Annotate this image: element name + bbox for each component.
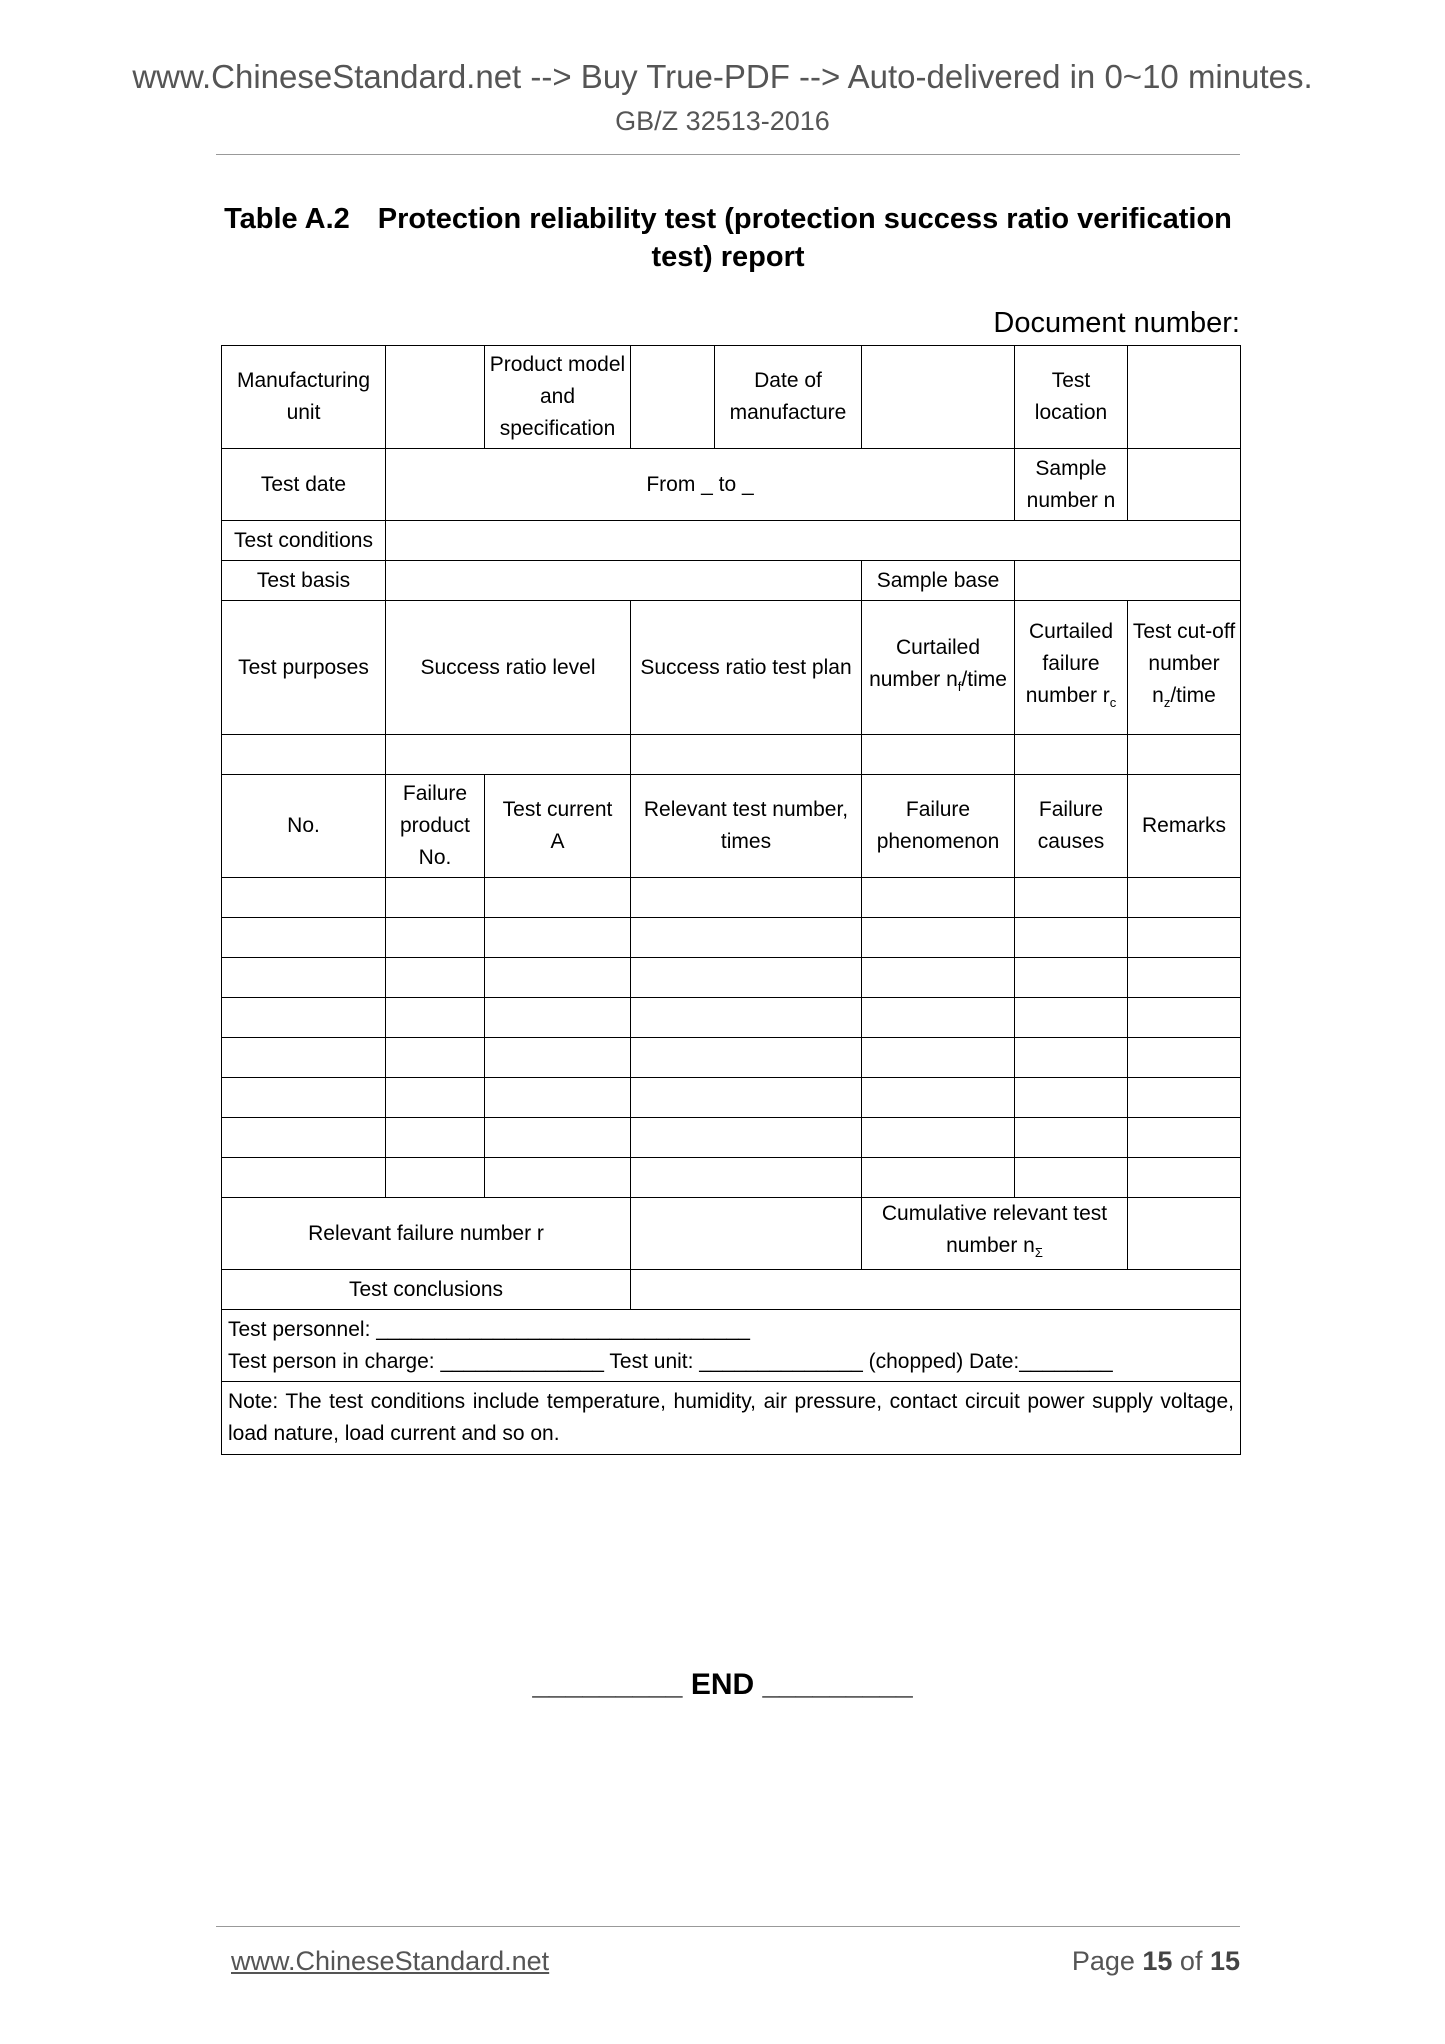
report-table (221, 345, 1241, 1455)
table-row (222, 1382, 1241, 1455)
end-marker: _________ END _________ (532, 1668, 913, 1701)
cumulative-test-number-cell (1128, 1198, 1241, 1270)
remarks-header: Remarks (1128, 775, 1241, 878)
test-date-label: Test date (222, 449, 386, 521)
table-title-text: Protection reliability test (protection success ratio verification test) report (377, 203, 1232, 273)
table-row (222, 1038, 1241, 1078)
table-row (222, 878, 1241, 918)
table-row (222, 775, 1241, 878)
product-model-cell (631, 346, 715, 449)
table-row (222, 958, 1241, 998)
test-conclusions-cell (631, 1270, 1241, 1310)
footer-divider (216, 1926, 1240, 1927)
table-title-label: Table A.2 (224, 203, 350, 235)
table-row (222, 1078, 1241, 1118)
test-purposes-label: Test purposes (222, 601, 386, 735)
relevant-failure-number-cell (631, 1198, 862, 1270)
top-banner: www.ChineseStandard.net --> Buy True-PDF --> Auto-delivered in 0~10 minutes. (132, 58, 1313, 95)
test-basis-cell (386, 561, 862, 601)
test-basis-label: Test basis (222, 561, 386, 601)
test-current-header: Test current A (485, 775, 631, 878)
sample-number-label: Sample number n (1015, 449, 1128, 521)
relevant-failure-number-label: Relevant failure number r (222, 1198, 631, 1270)
failure-phenomenon-header: Failure phenomenon (862, 775, 1015, 878)
table-row (222, 1118, 1241, 1158)
table-row (222, 521, 1241, 561)
test-conditions-label: Test conditions (222, 521, 386, 561)
page-indicator: Page 15 of 15 (1071, 1946, 1240, 1976)
table-row (222, 601, 1241, 735)
test-conclusions-label: Test conclusions (222, 1270, 631, 1310)
standard-number: GB/Z 32513-2016 (615, 106, 830, 136)
person-in-charge-line: Test person in charge: ______________ Test unit: ______________ (chopped) Date:________ (228, 1349, 1113, 1373)
table-row (222, 1270, 1241, 1310)
table-row (222, 918, 1241, 958)
table-row (222, 346, 1241, 449)
table-title (216, 200, 1240, 276)
table-row (222, 449, 1241, 521)
sample-base-label: Sample base (862, 561, 1015, 601)
sample-base-cell (1015, 561, 1241, 601)
sample-number-cell (1128, 449, 1241, 521)
relevant-test-number-header: Relevant test number, times (631, 775, 862, 878)
table-row (222, 998, 1241, 1038)
table-row (222, 1198, 1241, 1270)
header-divider (216, 154, 1240, 155)
cumulative-test-number-label: Cumulative relevant test number $n_\Sigma$ (862, 1198, 1128, 1270)
table-note: Note: The test conditions include temperature, humidity, air pressure, contact circuit power supply voltage, load nature, load current and so on. (222, 1382, 1241, 1455)
no-header: No. (222, 775, 386, 878)
product-model-label: Product model and specification (485, 346, 631, 449)
footer-website-link[interactable]: www.ChineseStandard.net (231, 1946, 550, 1976)
curtailed-failure-label: Curtailed failure number $r_c$ (1015, 601, 1128, 735)
cutoff-number-label: Test cut-off number $n_z$/time (1128, 601, 1241, 735)
table-row (222, 1158, 1241, 1198)
failure-product-no-header: Failure product No. (386, 775, 485, 878)
date-of-manufacture-label: Date of manufacture (715, 346, 862, 449)
test-location-label: Test location (1015, 346, 1128, 449)
failure-causes-header: Failure causes (1015, 775, 1128, 878)
date-of-manufacture-cell (862, 346, 1015, 449)
curtailed-number-label: Curtailed number $n_f$/time (862, 601, 1015, 735)
test-date-range: From _ to _ (386, 449, 1015, 521)
signature-block (222, 1310, 1241, 1382)
table-row (222, 735, 1241, 775)
document-number-label: Document number: (993, 307, 1240, 339)
table-row (222, 561, 1241, 601)
manufacturing-unit-label: Manufacturing unit (222, 346, 386, 449)
test-conditions-cell (386, 521, 1241, 561)
manufacturing-unit-cell (386, 346, 485, 449)
test-location-cell (1128, 346, 1241, 449)
success-ratio-level-label: Success ratio level (386, 601, 631, 735)
table-row (222, 1310, 1241, 1382)
success-ratio-plan-label: Success ratio test plan (631, 601, 862, 735)
test-personnel-line: Test personnel: ________________________________ (228, 1317, 750, 1341)
